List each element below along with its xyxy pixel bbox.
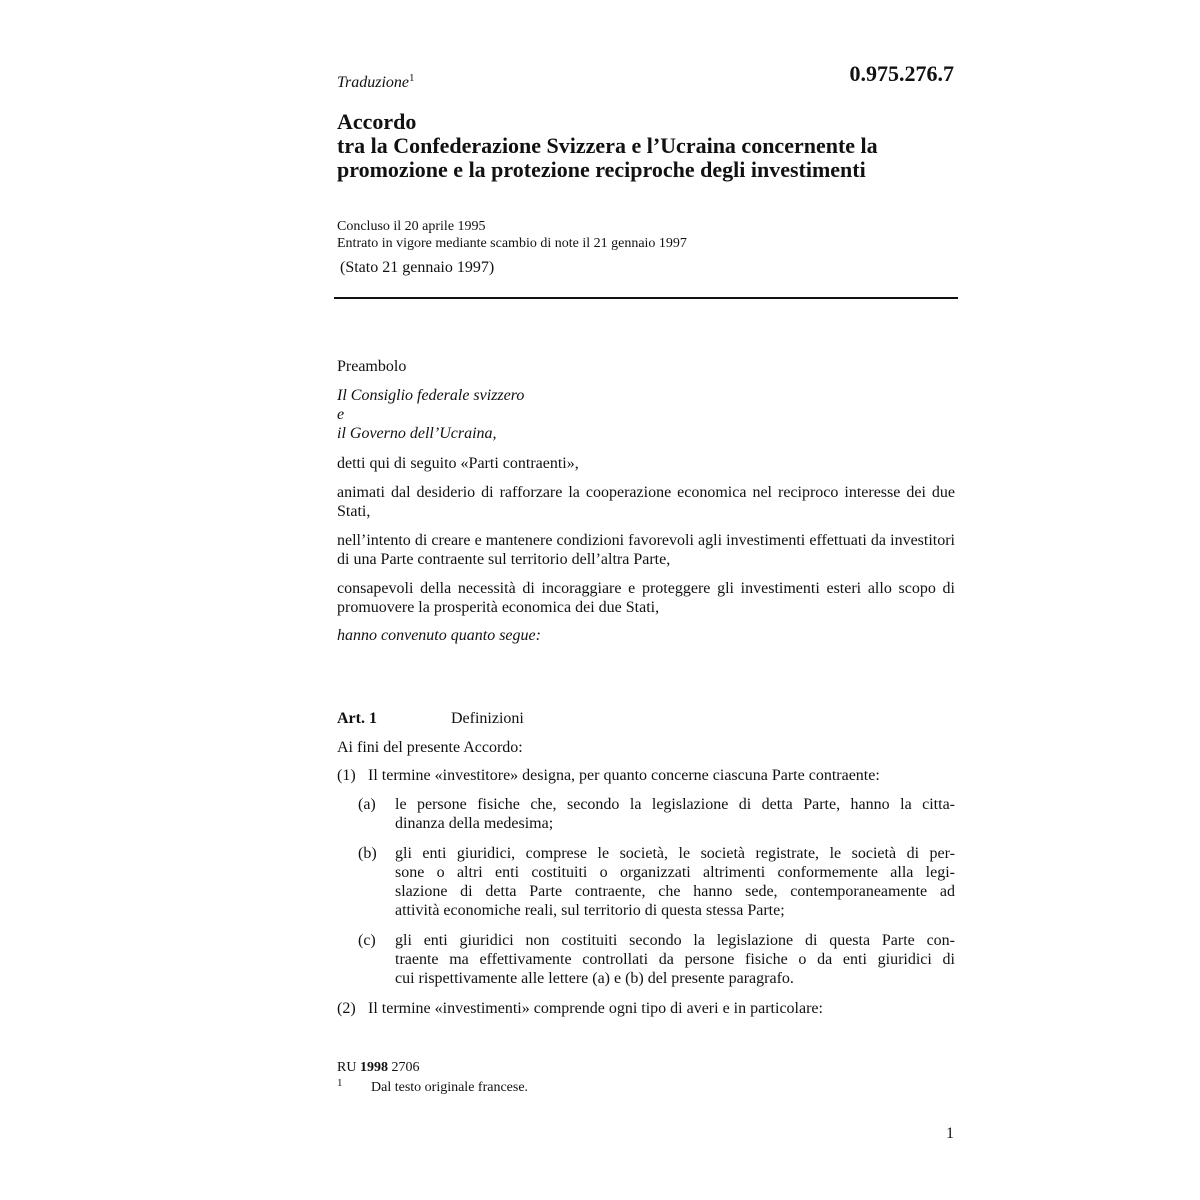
subitem-line: sone o altri enti costituiti o organizzati altrimenti conformemente alla legi-	[395, 864, 955, 881]
article-title: Definizioni	[451, 710, 524, 727]
subitem-text	[395, 795, 955, 833]
article-subitem	[358, 931, 955, 988]
preamble-paragraph: detti qui di seguito «Parti contraenti»,	[337, 455, 579, 472]
subitem-line: slazione di detta Parte contraente, che hanno sede, contemporaneamente ad	[395, 883, 955, 900]
paragraph-number: (2)	[337, 1000, 356, 1017]
article-subitem	[358, 844, 955, 920]
preamble-paragraph: consapevoli della necessità di incoraggiare e proteggere gli investimenti esteri allo scopo di promuovere la prosperità economica dei due Stati,	[337, 580, 955, 616]
subitem-line: traente ma effettivamente controllati da persone fisiche o da enti giuridici di	[395, 951, 955, 968]
article-intro: Ai fini del presente Accordo:	[337, 739, 523, 756]
subitem-text	[395, 844, 955, 920]
header-divider	[334, 297, 958, 299]
paragraph-number: (1)	[337, 767, 356, 784]
footnote-mark: 1	[337, 1077, 343, 1089]
preamble-parties	[337, 386, 524, 443]
party-swiss: Il Consiglio federale svizzero	[337, 387, 525, 404]
subitem-text	[395, 931, 955, 988]
page-number: 1	[946, 1125, 954, 1142]
subitem-line: dinanza della medesima;	[395, 815, 554, 832]
article-paragraph	[337, 999, 955, 1018]
footnote	[337, 1077, 529, 1096]
article-number: Art. 1	[337, 710, 377, 727]
subitem-line: cui rispettivamente alle lettere (a) e (b) del presente paragrafo.	[395, 970, 794, 987]
preamble-paragraph: nell’intento di creare e mantenere condizioni favorevoli agli investimenti effettuati da investitori di una Parte contraente sul territorio dell’altra Parte,	[337, 532, 955, 568]
status-date: (Stato 21 gennaio 1997)	[340, 259, 495, 276]
sr-number: 0.975.276.7	[849, 61, 954, 86]
preamble-conclusion: hanno convenuto quanto segue:	[337, 627, 541, 644]
preamble-heading: Preambolo	[337, 358, 407, 375]
footnote-ref[interactable]: 1	[409, 72, 415, 84]
in-force-date: Entrato in vigore mediante scambio di note il 21 gennaio 1997	[337, 236, 687, 251]
article-paragraph	[337, 766, 955, 785]
paragraph-text: Il termine «investimenti» comprende ogni tipo di averi e in particolare:	[368, 1000, 823, 1017]
subitem-label: (a)	[358, 796, 376, 813]
document-meta	[337, 218, 687, 252]
subitem-label: (c)	[358, 932, 376, 949]
paragraph-text: Il termine «investitore» designa, per quanto concerne ciascuna Parte contraente:	[368, 767, 880, 784]
party-conjunction: e	[337, 406, 345, 423]
party-ukraine: il Governo dell’Ucraina,	[337, 425, 497, 442]
document-title	[337, 110, 977, 182]
footnote-text: Dal testo originale francese.	[371, 1080, 529, 1095]
article-subitem	[358, 795, 955, 833]
subitem-line: attività economiche reali, sul territorio di questa stessa Parte;	[395, 902, 785, 919]
title-line: Accordo	[337, 109, 417, 134]
subitem-line: gli enti giuridici non costituiti secondo la legislazione di questa Parte con-	[395, 932, 955, 949]
translation-label: Traduzione$^1$	[337, 72, 415, 91]
preamble-paragraph: animati dal desiderio di rafforzare la cooperazione economica nel reciproco interesse dei due Stati,	[337, 484, 955, 520]
official-collection-reference: RU 1998 2706	[337, 1060, 420, 1075]
concluded-date: Concluso il 20 aprile 1995	[337, 219, 486, 234]
subitem-line: le persone fisiche che, secondo la legislazione di detta Parte, hanno la citta-	[395, 796, 955, 813]
subitem-line: gli enti giuridici, comprese le società, le società registrate, le società di per-	[395, 845, 955, 862]
title-line: promozione e la protezione reciproche degli investimenti	[337, 157, 866, 182]
title-line: tra la Confederazione Svizzera e l’Ucraina concernente la	[337, 133, 878, 158]
subitem-label: (b)	[358, 845, 377, 862]
